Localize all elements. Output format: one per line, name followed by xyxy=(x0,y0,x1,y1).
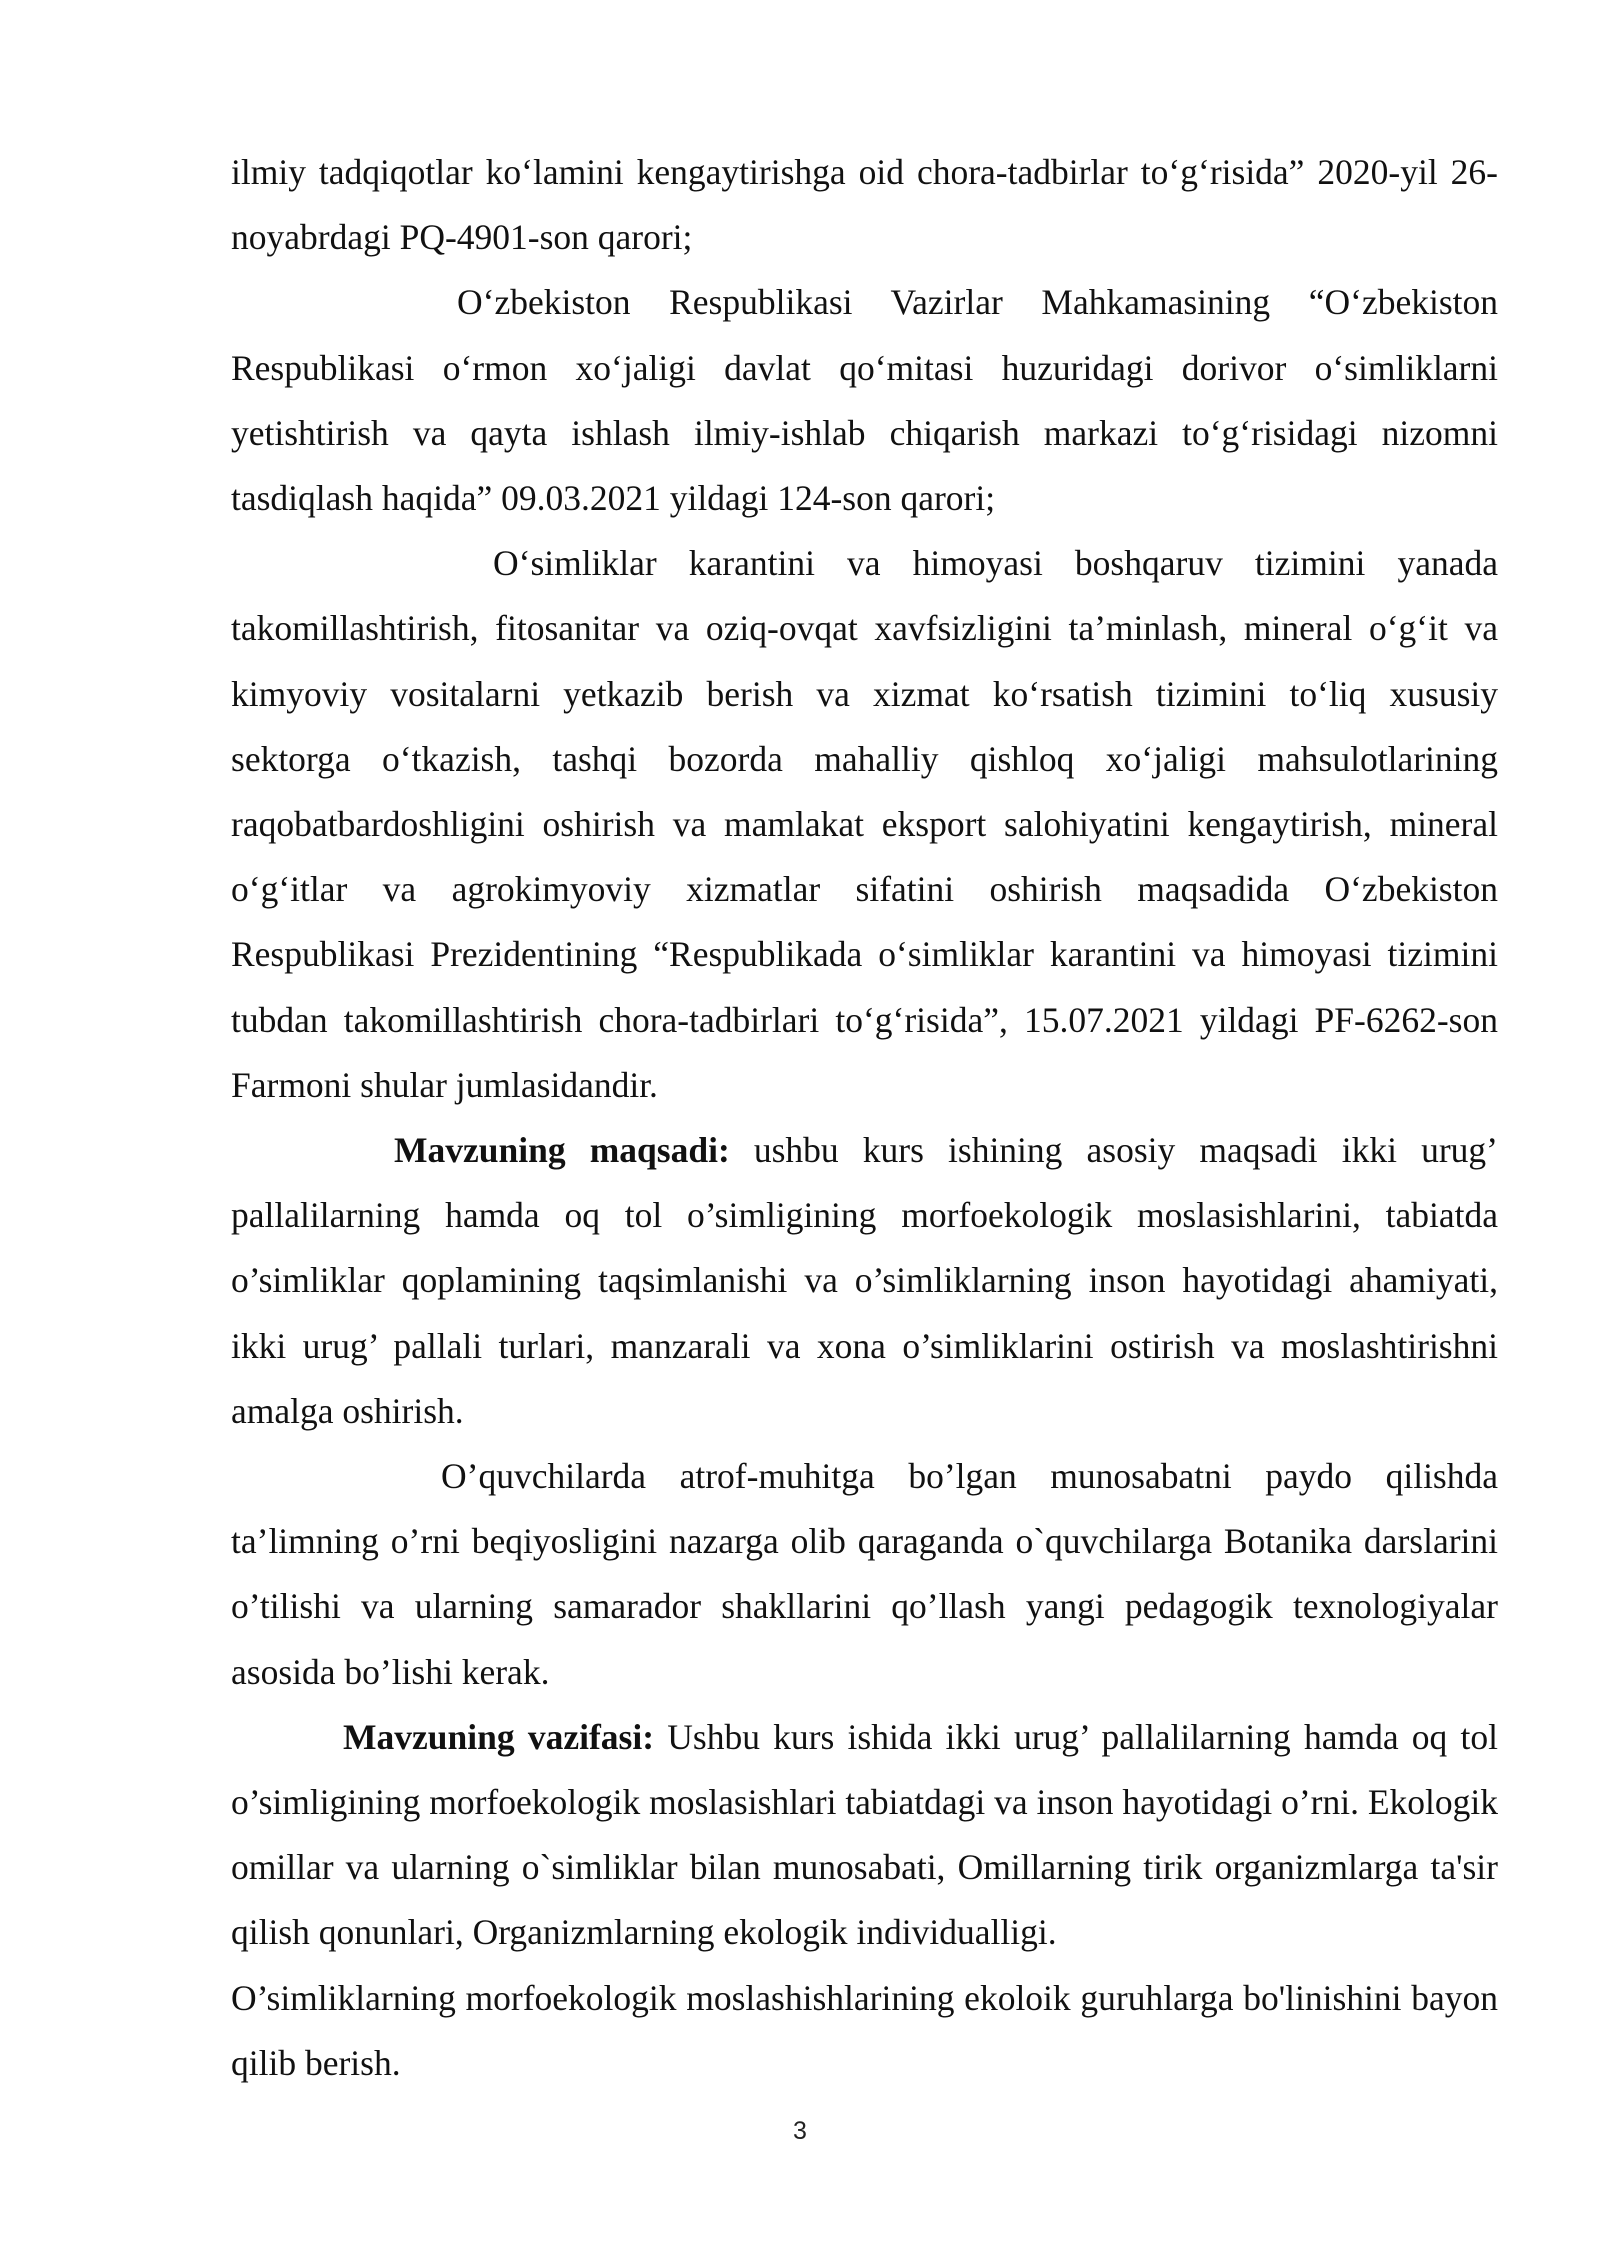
paragraph-maqsad xyxy=(231,1118,1498,1444)
paragraph-vazifa xyxy=(231,1705,1498,1966)
paragraph-text: ilmiy tadqiqotlar ko‘lamini kengaytirishga oid chora-tadbirlar to‘g‘risida” 2020-yil 26-noyabrdagi PQ-4901-son qarori; xyxy=(231,152,1498,258)
paragraph-text: O‘zbekiston Respublikasi Vazirlar Mahkamasining “O‘zbekiston Respublikasi o‘rmon xo‘jaligi davlat qo‘mitasi huzuridagi dorivor o‘simliklarni yetishtirish va qayta ishlash ilmiy-ishlab chiqarish markazi to‘g‘risidagi nizomni tasdiqlash haqida” 09.03.2021 yildagi 124-son qarori; xyxy=(231,282,1498,519)
paragraph-vazirlar-mahkamasi xyxy=(231,270,1498,531)
paragraph-heading: Mavzuning vazifasi: xyxy=(343,1716,655,1757)
paragraph-ekologik-guruhlar xyxy=(231,1966,1498,2096)
paragraph-text: O’simliklarning morfoekologik moslashishlarining ekoloik guruhlarga bo'linishini bayon qilib berish. xyxy=(231,1977,1498,2083)
body-text xyxy=(231,140,1498,2096)
paragraph-heading: Mavzuning maqsadi: xyxy=(394,1130,730,1171)
paragraph-text: O’quvchilarda atrof-muhitga bo’lgan munosabatni paydo qilishda ta’limning o’rni beqiyosligini nazarga olib qaraganda o`quvchilarga Botanika darslarini o’tilishi va ularning samarador shakllarini qo’llash yangi pedagogik texnologiyalar asosida bo’lishi kerak. xyxy=(231,1456,1498,1692)
paragraph-text: Ushbu kurs ishida ikki urug’ pallalilarning hamda oq tol o’simligining morfoekologik moslasishlari tabiatdagi va inson hayotidagi o’rni. Ekologik omillar va ularning o`simliklar bilan munosabati, Omillarning tirik organizmlarga ta'sir qilish qonunlari, Organizmlarning ekologik individualligi. xyxy=(231,1716,1498,1953)
paragraph-karantin xyxy=(231,531,1498,1118)
paragraph-oquvchilar xyxy=(231,1444,1498,1705)
paragraph-text: ushbu kurs ishining asosiy maqsadi ikki urug’ pallalilarning hamda oq tol o’simligining morfoekologik moslasishlarini, tabiatda o’simliklar qoplamining taqsimlanishi va o’simliklarning inson hayotidagi ahamiyati, ikki urug’ pallali turlari, manzarali va xona o’simliklarini ostirish va moslashtirishni amalga oshirish. xyxy=(231,1130,1498,1431)
page-number: 3 xyxy=(793,2117,807,2145)
paragraph-text: O‘simliklar karantini va himoyasi boshqaruv tizimini yanada takomillashtirish, fitosanitar va oziq-ovqat xavfsizligini ta’minlash, mineral o‘g‘it va kimyoviy vositalarni yetkazib berish va xizmat ko‘rsatish tizimini to‘liq xususiy sektorga o‘tkazish, tashqi bozorda mahalliy qishloq xo‘jaligi mahsulotlarining raqobatbardoshligini oshirish va mamlakat eksport salohiyatini kengaytirish, mineral o‘g‘itlar va agrokimyoviy xizmatlar sifatini oshirish maqsadida O‘zbekiston Respublikasi Prezidentining “Respublikada o‘simliklar karantini va himoyasi tizimini tubdan takomillashtirish chora-tadbirlari to‘g‘risida”, 15.07.2021 yildagi PF-6262-son Farmoni shular jumlasidandir. xyxy=(231,543,1498,1105)
paragraph-pq-4901 xyxy=(231,140,1498,270)
